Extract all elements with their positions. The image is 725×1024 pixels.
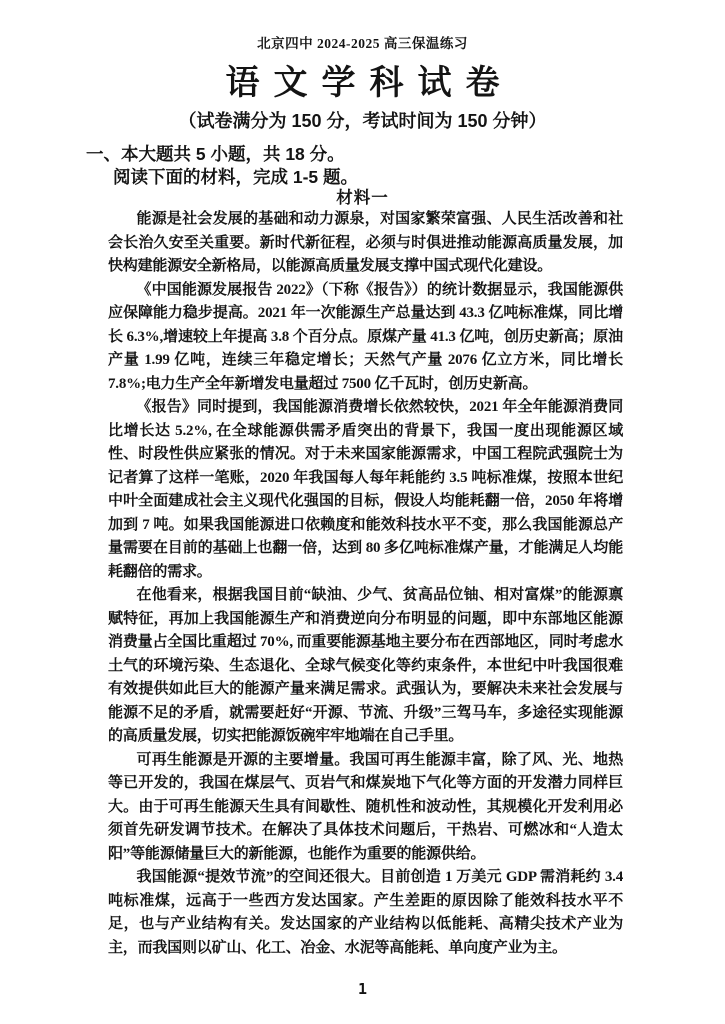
material-paragraph-2: 《中国能源发展报告 2022》（下称《报告》）的统计数据显示，我国能源供应保障能力稳步提高。2021 年一次能源生产总量达到 43.3 亿吨标准煤，同比增长 6.3%,增速较上年提高 3.8 个百分点。原煤产量 41.3 亿吨，创历史新高；原油产量 1.99 亿吨，连续三年稳定增长；天然气产量 2076 亿立方米，同比增长 7.8%;电力生产全年新增发电量超过 7500 亿千瓦时，创历史新高。 — [108, 281, 623, 392]
material-paragraph-3: 《报告》同时提到，我国能源消费增长依然较快，2021 年全年能源消费同比增长达 5.2%, 在全球能源供需矛盾突出的背景下，我国一度出现能源区域性、时段性供应紧张的情况。对于未来国家能源需求，中国工程院武强院士为记者算了这样一笔账，2020 年我国每人每年耗能约 3.5 吨标准煤，按照本世纪中叶全面建成社会主义现代化强国的目标，假设人均能耗翻一倍，2050 年将增加到 7 吨。如果我国能源进口依赖度和能效科技水平不变，那么我国能源总产量需要在目前的基础上也翻一倍，达到 80 多亿吨标准煤产量，才能满足人均能耗翻倍的需求。 — [108, 399, 623, 580]
page-number: 1 — [357, 980, 368, 998]
material-paragraph-4: 在他看来，根据我国目前“缺油、少气、贫高品位铀、相对富煤”的能源禀赋特征，再加上我国能源生产和消费逆向分布明显的问题，即中东部地区能源消费量占全国比重超过 70%, 而重要能源基地主要分布在西部地区，同时考虑水土气的环境污染、生态退化、全球气候变化等约束条件，本世纪中叶我国很难有效提供如此巨大的能源产量来满足需求。武强认为，要解决未来社会发展与能源不足的矛盾，就需要赶好“开源、节流、升级”三驾马车，多途径实现能源的高质量发展，切实把能源饭碗牢牢地端在自己手里。 — [108, 587, 623, 744]
exam-subtitle: （试卷满分为 150 分，考试时间为 150 分钟） — [178, 111, 547, 131]
material-paragraph-6: 我国能源“提效节流”的空间还很大。目前创造 1 万美元 GDP 需消耗约 3.4 吨标准煤，远高于一些西方发达国家。产生差距的原因除了能效科技水平不足，也与产业结构有关。发达国家的产业结构以低能耗、高精尖技术产业为主，而我国则以矿山、化工、冶金、水泥等高能耗、单向度产业为主。 — [108, 869, 623, 956]
school-header: 北京四中 2024-2025 高三保温练习 — [257, 36, 468, 51]
exam-title: 语文学科试卷 — [225, 64, 514, 102]
material-one-body — [108, 208, 623, 960]
reading-instruction: 阅读下面的材料，完成 1-5 题。 — [113, 167, 359, 187]
material-paragraph-1: 能源是社会发展的基础和动力源泉，对国家繁荣富强、人民生活改善和社会长治久安至关重要。新时代新征程，必须与时俱进推动能源高质量发展，加快构建能源安全新格局，以能源高质量发展支撑中国式现代化建设。 — [108, 211, 623, 274]
section-one-heading: 一、本大题共 5 小题，共 18 分。 — [86, 144, 345, 164]
material-paragraph-5: 可再生能源是开源的主要增量。我国可再生能源丰富，除了风、光、地热等已开发的，我国在煤层气、页岩气和煤炭地下气化等方面的开发潜力同样巨大。由于可再生能源天生具有间歇性、随机性和波动性，其规模化开发利用必须首先研发调节技术。在解决了具体技术问题后，干热岩、可燃冰和“人造太阳”等能源储量巨大的新能源，也能作为重要的能源供给。 — [108, 751, 623, 862]
material-one-heading: 材料一 — [336, 188, 389, 207]
